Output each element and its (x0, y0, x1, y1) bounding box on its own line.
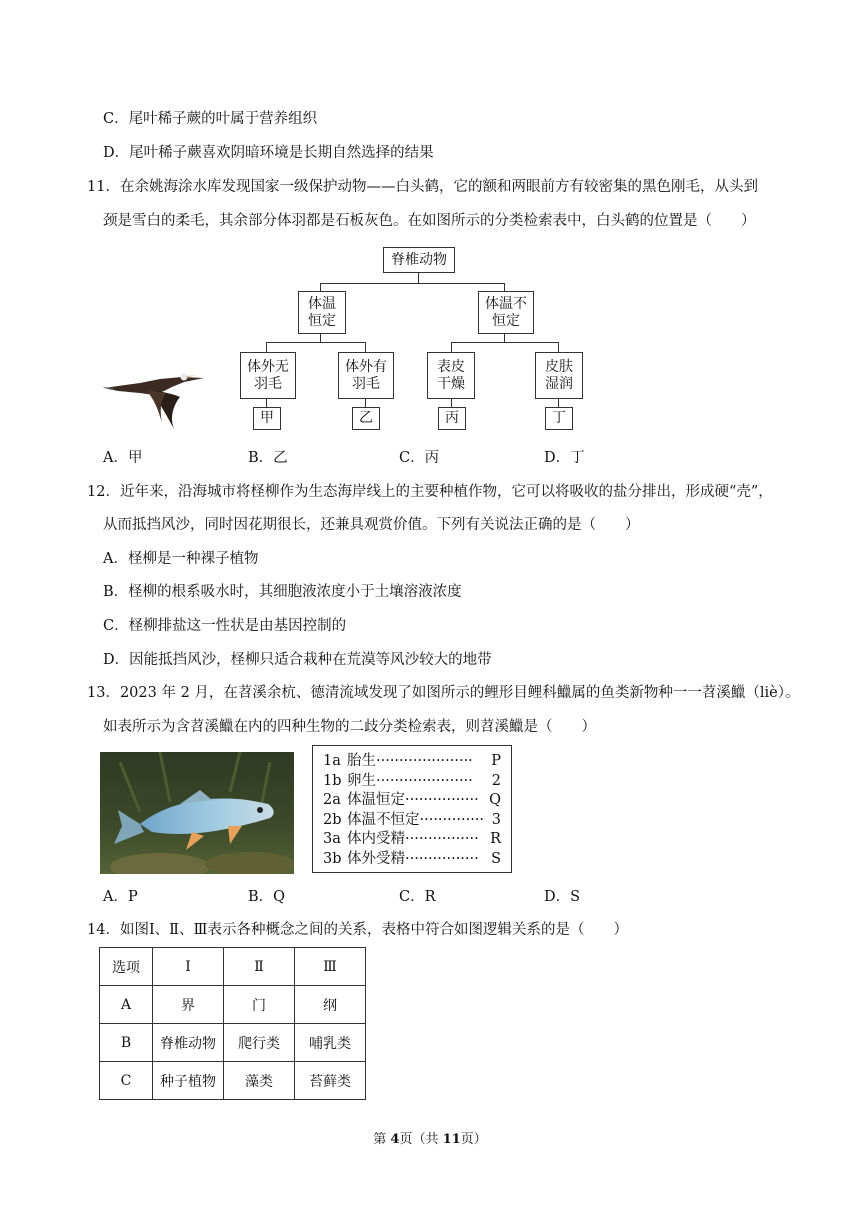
table-cell: A (100, 986, 153, 1024)
table-cell: 门 (224, 986, 295, 1024)
table-cell: 苔藓类 (295, 1062, 366, 1100)
tree-connector (558, 342, 559, 352)
tree-connector (320, 283, 321, 291)
tree-node-root: 脊椎动物 (383, 247, 455, 273)
table-row (100, 1024, 366, 1062)
table-cell: 脊椎动物 (153, 1024, 224, 1062)
table-cell: 哺乳类 (295, 1024, 366, 1062)
q11-stem-line1: 11．在余姚海涂水库发现国家一级保护动物——白头鹤，它的额和两眼前方有较密集的黑色刚毛，从头到 (87, 179, 758, 195)
table-cell: 藻类 (224, 1062, 295, 1100)
q13-option-b: B．Q (248, 889, 286, 905)
q13-stem-line1: 13．2023 年 2 月，在苕溪余杭、德清流域发现了如图所示的鲤形目鲤科鱲属的鱼类新物种一一苕溪鱲（liè）。 (87, 685, 800, 701)
q10-option-c: C．尾叶稀子蕨的叶属于营养组织 (103, 111, 318, 127)
crane-image (100, 363, 210, 433)
key-text: 体温不恒定·············· (347, 811, 485, 828)
total-pages: 11 (442, 1132, 461, 1147)
table-header-cell: 选项 (100, 948, 153, 986)
q13-option-a: A．P (103, 889, 138, 905)
tree-end-jia: 甲 (253, 407, 281, 430)
key-text: 胎生····················· (347, 753, 473, 769)
q10-option-d: D．尾叶稀子蕨喜欢阴暗环境是长期自然选择的结果 (103, 145, 434, 161)
q11-option-b: B．乙 (248, 450, 288, 466)
dichotomous-key (312, 745, 512, 873)
q12-option-c: C．柽柳排盐这一性状是由基因控制的 (103, 618, 347, 634)
q12-stem-line2: 从而抵挡风沙，同时因花期很长，还兼具观赏价值。下列有关说法正确的是（ ） (103, 517, 640, 533)
tree-node-no-feathers: 体外无 羽毛 (240, 352, 296, 399)
table-header-cell: Ⅱ (224, 948, 295, 986)
key-code: 1a (323, 753, 341, 769)
tree-connector (504, 283, 505, 291)
table-row (100, 1062, 366, 1100)
key-code: 2a (323, 792, 341, 808)
key-result: Q (489, 792, 501, 808)
tree-node-moist-skin: 皮肤 湿润 (535, 352, 583, 399)
key-row (323, 811, 501, 831)
key-row (323, 752, 501, 772)
q14-stem: 14．如图Ⅰ、Ⅱ、Ⅲ表示各种概念之间的关系，表格中符合如图逻辑关系的是（ ） (87, 922, 629, 938)
q12-option-d: D．因能抵挡风沙，柽柳只适合栽种在荒漠等风沙较大的地带 (103, 652, 492, 668)
table-cell: 纲 (295, 986, 366, 1024)
key-row (323, 850, 501, 870)
table-row (100, 986, 366, 1024)
footer-mid: 页（共 (399, 1132, 443, 1147)
footer-prefix: 第 (373, 1132, 391, 1147)
q14-options-table (99, 947, 366, 1100)
q13-option-d: D．S (544, 889, 581, 905)
tree-connector (451, 342, 452, 352)
table-header-cell: Ⅰ (153, 948, 224, 986)
tree-node-cold: 体温不 恒定 (478, 291, 534, 334)
key-result: P (491, 753, 501, 769)
q11-stem-line2: 颈是雪白的柔毛，其余部分体羽都是石板灰色。在如图所示的分类检索表中，白头鹤的位置是（ ） (103, 213, 756, 229)
tree-connector (320, 283, 505, 284)
key-result: 3 (491, 811, 501, 828)
table-cell: C (100, 1062, 153, 1100)
key-code: 1b (323, 772, 342, 789)
key-text: 体内受精················ (347, 831, 479, 847)
key-row (323, 791, 501, 811)
q12-option-b: B．柽柳的根系吸水时，其细胞液浓度小于土壤溶液浓度 (103, 584, 462, 600)
key-result: R (490, 831, 501, 847)
q11-option-a: A．甲 (103, 450, 143, 466)
key-row (323, 772, 501, 792)
tree-connector (266, 342, 366, 343)
tree-end-ding: 丁 (545, 407, 573, 430)
fish-photo (100, 752, 294, 874)
page-number: 4 (390, 1132, 400, 1147)
key-result: 2 (491, 772, 501, 789)
key-row (323, 830, 501, 850)
tree-node-feathers: 体外有 羽毛 (338, 352, 394, 399)
tree-end-yi: 乙 (352, 407, 380, 430)
table-header-row (100, 948, 366, 986)
key-code: 3b (323, 850, 342, 867)
table-cell: B (100, 1024, 153, 1062)
q13-option-c: C．R (399, 889, 436, 905)
tree-connector (451, 342, 559, 343)
table-cell: 种子植物 (153, 1062, 224, 1100)
table-cell: 界 (153, 986, 224, 1024)
q11-option-d: D．丁 (544, 450, 585, 466)
key-text: 卵生····················· (347, 772, 473, 789)
key-text: 体外受精················ (347, 850, 479, 867)
key-code: 3a (323, 831, 341, 847)
q11-option-c: C．丙 (399, 450, 440, 466)
key-code: 2b (323, 811, 342, 828)
tree-connector (266, 342, 267, 352)
key-result: S (491, 850, 501, 867)
tree-end-bing: 丙 (438, 407, 466, 430)
footer-suffix: 页） (460, 1132, 487, 1147)
q13-stem-line2: 如表所示为含苕溪鱲在内的四种生物的二歧分类检索表，则苕溪鱲是（ ） (103, 719, 596, 735)
page-footer (0, 1128, 860, 1147)
tree-connector (365, 342, 366, 352)
tree-node-dry-skin: 表皮 干燥 (427, 352, 475, 399)
table-cell: 爬行类 (224, 1024, 295, 1062)
key-text: 体温恒定················ (347, 792, 479, 808)
q12-stem-line1: 12．近年来，沿海城市将柽柳作为生态海岸线上的主要种植作物，它可以将吸收的盐分排出，形成硬“壳”， (87, 484, 773, 500)
table-header-cell: Ⅲ (295, 948, 366, 986)
tree-node-warm: 体温 恒定 (298, 291, 346, 334)
q12-option-a: A．柽柳是一种裸子植物 (103, 551, 259, 567)
